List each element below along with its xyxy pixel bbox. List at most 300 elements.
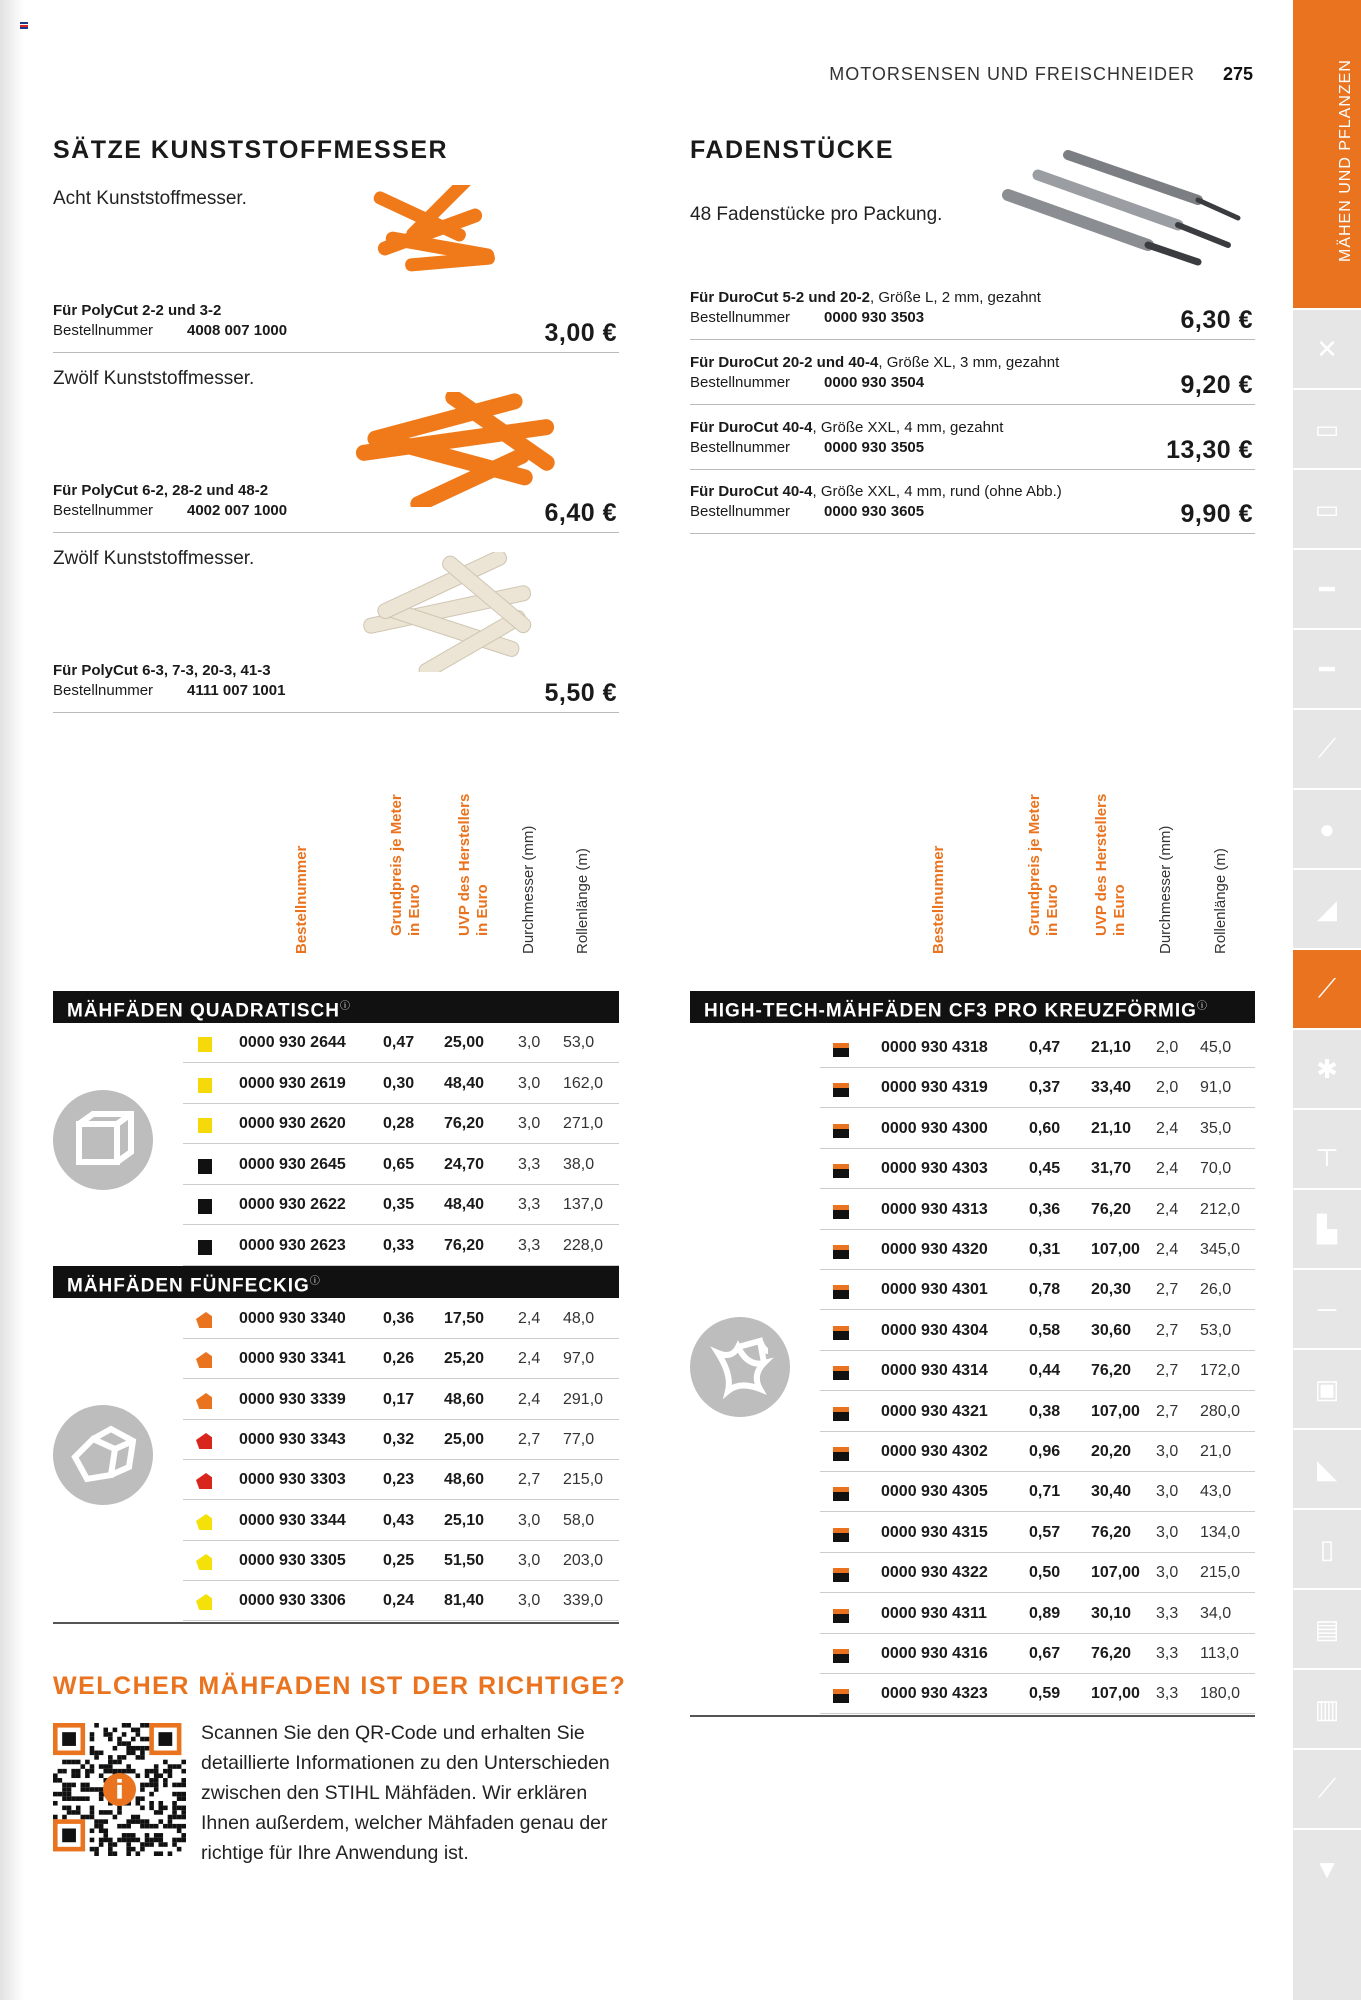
pentagon-profile-icon xyxy=(53,1405,153,1505)
flag-icon xyxy=(20,22,28,29)
line-color-swatch xyxy=(196,1158,212,1174)
uvp-price: 51,50 xyxy=(444,1551,485,1569)
price: 3,00 € xyxy=(544,319,617,347)
order-number: 0000 930 4315 xyxy=(881,1523,988,1541)
battery-pack-icon[interactable]: ▭ xyxy=(1293,468,1361,548)
order-number: 0000 930 4318 xyxy=(881,1039,988,1056)
diameter: 2,4 xyxy=(518,1350,541,1368)
order-number: 0000 930 3504 xyxy=(824,374,925,391)
price-per-meter: 0,43 xyxy=(383,1511,415,1529)
uvp-price: 107,00 xyxy=(1091,1564,1140,1582)
order-number: 4008 007 1000 xyxy=(187,322,288,339)
price-per-meter: 0,35 xyxy=(383,1196,415,1213)
uvp-price: 76,20 xyxy=(1091,1523,1132,1541)
line-color-swatch xyxy=(196,1117,212,1133)
price: 9,20 € xyxy=(1180,371,1253,399)
diameter: 3,0 xyxy=(1156,1523,1179,1541)
line-color-swatch xyxy=(196,1514,212,1530)
uvp-price: 25,00 xyxy=(444,1430,485,1448)
price-per-meter: 0,89 xyxy=(1029,1604,1061,1622)
diameter: 2,4 xyxy=(1156,1119,1179,1137)
table-row xyxy=(183,1380,619,1420)
uvp-price: 107,00 xyxy=(1091,1402,1140,1420)
line-color-swatch xyxy=(833,1445,849,1461)
diameter: 2,4 xyxy=(1156,1160,1179,1178)
order-number: 0000 930 3303 xyxy=(239,1471,346,1489)
table-row xyxy=(820,1594,1255,1634)
product-row xyxy=(53,662,619,713)
order-number: 0000 930 4321 xyxy=(881,1402,988,1420)
line-color-swatch xyxy=(196,1198,212,1214)
order-number: 0000 930 4323 xyxy=(881,1685,988,1703)
line-color-swatch xyxy=(833,1364,849,1380)
diameter: 2,4 xyxy=(518,1390,541,1408)
product-spec: , Größe XXL, 4 mm, gezahnt xyxy=(812,419,1004,436)
diameter: 3,0 xyxy=(518,1551,541,1569)
sidebar-category-active[interactable] xyxy=(1293,0,1361,308)
manual-icon[interactable]: ▤ xyxy=(1293,1588,1361,1668)
uvp-price: 30,60 xyxy=(1091,1321,1132,1339)
plastic-blades-orange-image xyxy=(365,185,505,285)
order-number: 0000 930 4319 xyxy=(881,1079,988,1097)
diameter: 3,0 xyxy=(1156,1443,1179,1460)
order-number: 0000 930 4311 xyxy=(881,1604,987,1622)
order-number: 0000 930 3306 xyxy=(239,1592,346,1610)
uvp-price: 20,30 xyxy=(1091,1281,1132,1299)
price-per-meter: 0,36 xyxy=(1029,1200,1061,1218)
order-number: 0000 930 3505 xyxy=(824,439,925,456)
roll-length: 212,0 xyxy=(1200,1200,1241,1218)
hedge-trimmer-icon[interactable]: ━ xyxy=(1293,628,1361,708)
diameter: 2,4 xyxy=(518,1310,541,1327)
price-per-meter: 0,24 xyxy=(383,1592,415,1610)
product-for: Für PolyCut 6-2, 28-2 und 48-2 xyxy=(53,482,269,499)
line-color-swatch xyxy=(833,1081,849,1097)
kunststoff-title: SÄTZE KUNSTSTOFFMESSER xyxy=(53,136,449,164)
roll-length: 137,0 xyxy=(563,1196,604,1213)
diameter: 3,0 xyxy=(518,1074,541,1092)
product-row xyxy=(690,419,1255,470)
blower-icon[interactable]: ● xyxy=(1293,788,1361,868)
roll-length: 91,0 xyxy=(1200,1079,1232,1097)
product-spec: , Größe XXL, 4 mm, rund (ohne Abb.) xyxy=(812,483,1062,500)
line-color-swatch xyxy=(833,1526,849,1542)
roll-length: 215,0 xyxy=(563,1471,604,1489)
table-row xyxy=(183,1299,619,1339)
price-per-meter: 0,30 xyxy=(383,1074,415,1092)
lawnmower-icon[interactable]: ◢ xyxy=(1293,868,1361,948)
roll-length: 215,0 xyxy=(1200,1564,1241,1582)
table-header-hightech: HIGH-TECH-MÄHFÄDEN CF3 PRO KREUZFÖRMIGⓘ xyxy=(690,991,1255,1023)
table-row xyxy=(183,1023,619,1063)
table-row xyxy=(183,1185,619,1225)
table-row xyxy=(820,1028,1255,1068)
order-number: 0000 930 3339 xyxy=(239,1390,346,1408)
order-number: 0000 930 4305 xyxy=(881,1483,988,1501)
order-number: 0000 930 4303 xyxy=(881,1160,988,1178)
faden-title: FADENSTÜCKE xyxy=(690,136,895,164)
col-header-durchmesser: Durchmesser (mm) xyxy=(520,825,537,954)
col-header-rollenlaenge: Rollenlänge (m) xyxy=(574,848,591,954)
order-number: 0000 930 2622 xyxy=(239,1196,346,1213)
roll-length: 345,0 xyxy=(1200,1241,1241,1258)
line-color-swatch xyxy=(196,1433,212,1449)
price-per-meter: 0,65 xyxy=(383,1155,415,1173)
order-number: 0000 930 4300 xyxy=(881,1119,988,1137)
order-number: 0000 930 4301 xyxy=(881,1281,988,1299)
uvp-price: 25,10 xyxy=(444,1511,485,1529)
price-per-meter: 0,38 xyxy=(1029,1402,1061,1420)
price-per-meter: 0,45 xyxy=(1029,1160,1061,1178)
table-row xyxy=(820,1674,1255,1714)
price-per-meter: 0,59 xyxy=(1029,1685,1061,1703)
price-per-meter: 0,23 xyxy=(383,1471,415,1489)
page-header xyxy=(829,64,1253,85)
roll-length: 26,0 xyxy=(1200,1281,1232,1299)
product-for: Für DuroCut 40-4 xyxy=(690,483,813,500)
table-end-line xyxy=(53,1622,619,1624)
diameter: 3,0 xyxy=(518,1511,541,1529)
product-row xyxy=(690,289,1255,340)
roll-length: 97,0 xyxy=(563,1350,595,1368)
order-number: 0000 930 3344 xyxy=(239,1511,346,1529)
diameter: 3,0 xyxy=(1156,1564,1179,1582)
order-number-label: Bestellnummer xyxy=(690,309,791,326)
price-per-meter: 0,17 xyxy=(383,1390,415,1408)
table-end-line xyxy=(690,1715,1255,1717)
col-header-rollenlaenge: Rollenlänge (m) xyxy=(1212,848,1229,954)
square-profile-icon xyxy=(53,1090,153,1190)
tools-icon[interactable]: ✕ xyxy=(1293,308,1361,388)
phone-icon[interactable]: ▯ xyxy=(1293,1508,1361,1588)
qr-section-text: Scannen Sie den QR-Code und erhalten Sie detaillierte Informationen zu den Unterschieden zwischen den STIHL Mähfäden. Wir erklären Ihnen außerdem, welcher Mähfaden genau der richtige für Ihre Anwendung ist. xyxy=(201,1722,610,1864)
roll-length: 58,0 xyxy=(563,1511,595,1529)
brushcutter-icon[interactable]: ⟋ xyxy=(1293,948,1361,1028)
line-color-swatch xyxy=(196,1554,212,1570)
roll-length: 35,0 xyxy=(1200,1119,1232,1137)
product-row xyxy=(53,302,619,353)
diameter: 2,7 xyxy=(518,1471,541,1489)
order-number: 0000 930 2644 xyxy=(239,1034,346,1051)
line-color-swatch xyxy=(196,1312,212,1328)
kunststoff-desc-2: Zwölf Kunststoffmesser. xyxy=(53,368,255,389)
price-per-meter: 0,26 xyxy=(383,1350,415,1368)
order-number-label: Bestellnummer xyxy=(690,374,791,391)
diameter: 2,7 xyxy=(1156,1362,1179,1380)
order-number: 0000 930 4316 xyxy=(881,1645,988,1662)
uvp-price: 76,20 xyxy=(1091,1362,1132,1380)
table-row xyxy=(183,1064,619,1104)
product-for: Für DuroCut 5-2 und 20-2 xyxy=(690,289,871,306)
table-row xyxy=(183,1226,619,1266)
uvp-price: 48,40 xyxy=(444,1196,485,1213)
diameter: 2,4 xyxy=(1156,1200,1179,1218)
faden-desc: 48 Fadenstücke pro Packung. xyxy=(690,204,943,225)
order-number-label: Bestellnummer xyxy=(53,322,154,339)
qr-section-title: WELCHER MÄHFADEN IST DER RICHTIGE? xyxy=(53,1672,627,1700)
diameter: 2,7 xyxy=(1156,1281,1179,1299)
uvp-price: 48,60 xyxy=(444,1471,485,1489)
col-header-uvp: UVP des Herstellers in Euro xyxy=(456,793,491,936)
table-row xyxy=(820,1351,1255,1391)
product-spec: , Größe L, 2 mm, gezahnt xyxy=(870,289,1041,306)
table-row xyxy=(820,1270,1255,1310)
order-number: 0000 930 4320 xyxy=(881,1241,988,1258)
diameter: 3,3 xyxy=(518,1196,541,1213)
category-sidebar xyxy=(1293,0,1361,2000)
uvp-price: 81,40 xyxy=(444,1592,485,1610)
roll-length: 291,0 xyxy=(563,1390,604,1408)
roll-length: 48,0 xyxy=(563,1310,595,1327)
uvp-price: 30,10 xyxy=(1091,1604,1132,1622)
price-per-meter: 0,31 xyxy=(1029,1241,1061,1258)
uvp-price: 76,20 xyxy=(444,1115,485,1132)
table-row xyxy=(820,1149,1255,1189)
line-color-swatch xyxy=(833,1687,849,1703)
line-color-swatch xyxy=(833,1041,849,1057)
uvp-price: 24,70 xyxy=(444,1155,485,1173)
uvp-price: 107,00 xyxy=(1091,1685,1140,1703)
cross-profile-icon xyxy=(690,1317,790,1417)
table-row xyxy=(820,1634,1255,1674)
line-color-swatch xyxy=(833,1647,849,1663)
order-number: 0000 930 4314 xyxy=(881,1362,988,1380)
order-number: 0000 930 3503 xyxy=(824,309,925,326)
table-row xyxy=(183,1145,619,1185)
price-per-meter: 0,37 xyxy=(1029,1079,1061,1097)
table-row xyxy=(820,1230,1255,1270)
shredder-icon[interactable]: ▣ xyxy=(1293,1348,1361,1428)
uvp-price: 33,40 xyxy=(1091,1079,1132,1097)
line-color-swatch xyxy=(833,1122,849,1138)
diameter: 2,0 xyxy=(1156,1079,1179,1097)
diameter: 3,3 xyxy=(518,1155,541,1173)
uvp-price: 48,60 xyxy=(444,1390,485,1408)
section-title: MOTORSENSEN UND FREISCHNEIDER xyxy=(829,64,1195,84)
qr-code[interactable] xyxy=(53,1723,186,1856)
kunststoff-desc-3: Zwölf Kunststoffmesser. xyxy=(53,548,255,569)
line-color-swatch xyxy=(833,1485,849,1501)
order-number: 0000 930 2619 xyxy=(239,1074,346,1092)
table-row xyxy=(820,1432,1255,1472)
brush-icon[interactable]: ⟋ xyxy=(1293,708,1361,788)
line-color-swatch xyxy=(196,1077,212,1093)
price-per-meter: 0,78 xyxy=(1029,1281,1061,1299)
table-row xyxy=(820,1513,1255,1553)
price-per-meter: 0,25 xyxy=(383,1551,415,1569)
roll-length: 38,0 xyxy=(563,1155,595,1173)
uvp-price: 21,10 xyxy=(1091,1039,1132,1056)
product-for: Für DuroCut 20-2 und 40-4 xyxy=(690,354,879,371)
col-header-grundpreis: Grundpreis je Meter in Euro xyxy=(1026,794,1061,936)
diameter: 3,0 xyxy=(518,1592,541,1610)
table-header-fuenfeckig: MÄHFÄDEN FÜNFECKIGⓘ xyxy=(53,1266,619,1298)
price-per-meter: 0,32 xyxy=(383,1430,415,1448)
order-number-label: Bestellnummer xyxy=(690,503,791,520)
roll-length: 43,0 xyxy=(1200,1483,1232,1501)
roll-length: 45,0 xyxy=(1200,1039,1232,1056)
order-number-label: Bestellnummer xyxy=(53,502,154,519)
uvp-price: 20,20 xyxy=(1091,1443,1132,1460)
table-row xyxy=(820,1311,1255,1351)
product-spec: , Größe XL, 3 mm, gezahnt xyxy=(878,354,1060,371)
sidebar-category-label: MÄHEN UND PFLANZEN xyxy=(1337,59,1354,262)
roll-length: 134,0 xyxy=(1200,1523,1241,1541)
jacket-icon[interactable]: ▥ xyxy=(1293,1668,1361,1748)
diameter: 2,7 xyxy=(518,1430,541,1448)
table-row xyxy=(183,1501,619,1541)
price-per-meter: 0,50 xyxy=(1029,1564,1061,1582)
line-color-swatch xyxy=(833,1283,849,1299)
chainsaw-icon[interactable]: ━ xyxy=(1293,548,1361,628)
auger-icon[interactable]: ┬ xyxy=(1293,1108,1361,1188)
price: 6,40 € xyxy=(544,499,617,527)
roll-length: 113,0 xyxy=(1200,1645,1239,1662)
diameter: 2,7 xyxy=(1156,1321,1179,1339)
uvp-price: 21,10 xyxy=(1091,1119,1132,1137)
table-row xyxy=(820,1068,1255,1108)
uvp-price: 30,40 xyxy=(1091,1483,1132,1501)
diameter: 2,0 xyxy=(1156,1039,1179,1056)
price-per-meter: 0,44 xyxy=(1029,1362,1061,1380)
roll-length: 172,0 xyxy=(1200,1362,1241,1380)
order-number: 0000 930 4302 xyxy=(881,1443,988,1460)
price-per-meter: 0,57 xyxy=(1029,1523,1061,1541)
table-row xyxy=(183,1104,619,1144)
line-color-swatch xyxy=(833,1405,849,1421)
axe-icon[interactable]: ⟋ xyxy=(1293,1748,1361,1828)
col-header-bestellnummer: Bestellnummer xyxy=(293,845,310,954)
col-header-uvp: UVP des Herstellers in Euro xyxy=(1093,793,1128,936)
product-for: Für DuroCut 40-4 xyxy=(690,419,813,436)
uvp-price: 25,20 xyxy=(444,1350,485,1368)
roll-length: 271,0 xyxy=(563,1115,604,1132)
col-header-bestellnummer: Bestellnummer xyxy=(930,845,947,954)
robot-mower-icon[interactable]: ◣ xyxy=(1293,1428,1361,1508)
order-number: 0000 930 3605 xyxy=(824,503,925,520)
tiller-icon[interactable]: ✱ xyxy=(1293,1028,1361,1108)
diameter: 3,3 xyxy=(1156,1604,1179,1622)
diameter: 3,3 xyxy=(1156,1645,1179,1662)
order-number-label: Bestellnummer xyxy=(690,439,791,456)
line-color-swatch xyxy=(196,1594,212,1610)
sprayer-icon[interactable]: ▙ xyxy=(1293,1188,1361,1268)
diameter: 3,3 xyxy=(518,1236,541,1254)
uvp-price: 107,00 xyxy=(1091,1241,1140,1258)
diameter: 3,0 xyxy=(518,1115,541,1132)
roll-length: 339,0 xyxy=(563,1592,604,1610)
roll-length: 53,0 xyxy=(1200,1321,1232,1339)
table-header-quadratisch: MÄHFÄDEN QUADRATISCHⓘ xyxy=(53,991,619,1023)
uvp-price: 76,20 xyxy=(444,1236,485,1254)
roll-length: 162,0 xyxy=(563,1074,604,1092)
roll-length: 280,0 xyxy=(1200,1402,1241,1420)
product-row xyxy=(53,482,619,533)
table-row xyxy=(183,1541,619,1581)
price-per-meter: 0,67 xyxy=(1029,1645,1061,1662)
roll-length: 70,0 xyxy=(1200,1160,1232,1178)
uvp-price: 76,20 xyxy=(1091,1200,1132,1218)
price-per-meter: 0,36 xyxy=(383,1310,415,1327)
line-color-swatch xyxy=(833,1607,849,1623)
line-color-swatch xyxy=(196,1352,212,1368)
product-row xyxy=(690,483,1255,534)
line-color-swatch xyxy=(196,1239,212,1255)
table-row xyxy=(820,1472,1255,1512)
line-color-swatch xyxy=(833,1243,849,1259)
price-per-meter: 0,47 xyxy=(383,1034,415,1051)
price: 9,90 € xyxy=(1180,500,1253,528)
uvp-price: 17,50 xyxy=(444,1310,485,1327)
page-number: 275 xyxy=(1222,64,1253,84)
line-color-swatch xyxy=(833,1162,849,1178)
table-row xyxy=(820,1190,1255,1230)
order-number: 0000 930 2645 xyxy=(239,1155,346,1173)
kunststoff-desc-1: Acht Kunststoffmesser. xyxy=(53,188,247,209)
product-for: Für PolyCut 2-2 und 3-2 xyxy=(53,302,222,319)
plastic-blades-white-image xyxy=(352,552,552,672)
line-color-swatch xyxy=(196,1473,212,1489)
table-row xyxy=(820,1392,1255,1432)
diameter: 3,3 xyxy=(1156,1685,1179,1703)
diameter: 3,0 xyxy=(518,1034,541,1051)
price-per-meter: 0,96 xyxy=(1029,1443,1061,1460)
order-number: 4002 007 1000 xyxy=(187,502,288,519)
price-per-meter: 0,71 xyxy=(1029,1483,1061,1501)
uvp-price: 76,20 xyxy=(1091,1645,1132,1662)
diameter: 2,7 xyxy=(1156,1402,1179,1420)
product-for: Für PolyCut 6-3, 7-3, 20-3, 41-3 xyxy=(53,662,271,679)
page-edge-shadow xyxy=(0,0,24,2000)
order-number-label: Bestellnummer xyxy=(53,682,154,699)
table-row xyxy=(820,1109,1255,1149)
col-header-grundpreis: Grundpreis je Meter in Euro xyxy=(388,794,423,936)
price: 13,30 € xyxy=(1166,436,1253,464)
price-per-meter: 0,58 xyxy=(1029,1321,1061,1339)
price-per-meter: 0,60 xyxy=(1029,1119,1061,1137)
pole-tool-icon[interactable]: ─ xyxy=(1293,1268,1361,1348)
price-per-meter: 0,33 xyxy=(383,1236,415,1254)
line-color-swatch xyxy=(196,1036,212,1052)
table-row xyxy=(820,1553,1255,1593)
order-number: 0000 930 3341 xyxy=(239,1350,346,1368)
order-number: 4111 007 1001 xyxy=(187,682,286,699)
battery-icon[interactable]: ▭ xyxy=(1293,388,1361,468)
table-row xyxy=(183,1339,619,1379)
roll-length: 228,0 xyxy=(563,1236,604,1254)
roll-length: 203,0 xyxy=(563,1551,604,1569)
order-number: 0000 930 2623 xyxy=(239,1236,346,1254)
roll-length: 77,0 xyxy=(563,1430,595,1448)
product-row xyxy=(690,354,1255,405)
uvp-price: 25,00 xyxy=(444,1034,485,1051)
price: 5,50 € xyxy=(544,679,617,707)
order-number: 0000 930 3305 xyxy=(239,1551,346,1569)
uvp-price: 48,40 xyxy=(444,1074,485,1092)
line-pieces-image xyxy=(998,150,1248,270)
table-row xyxy=(183,1581,619,1621)
line-color-swatch xyxy=(833,1324,849,1340)
diameter: 2,4 xyxy=(1156,1241,1179,1258)
table-row xyxy=(183,1460,619,1500)
roll-length: 34,0 xyxy=(1200,1604,1232,1622)
roll-length: 21,0 xyxy=(1200,1443,1232,1460)
order-number: 0000 930 3343 xyxy=(239,1430,346,1448)
order-number: 0000 930 4322 xyxy=(881,1564,988,1582)
col-header-durchmesser: Durchmesser (mm) xyxy=(1157,825,1174,954)
shirt-icon[interactable]: ▼ xyxy=(1293,1828,1361,1908)
roll-length: 53,0 xyxy=(563,1034,595,1051)
